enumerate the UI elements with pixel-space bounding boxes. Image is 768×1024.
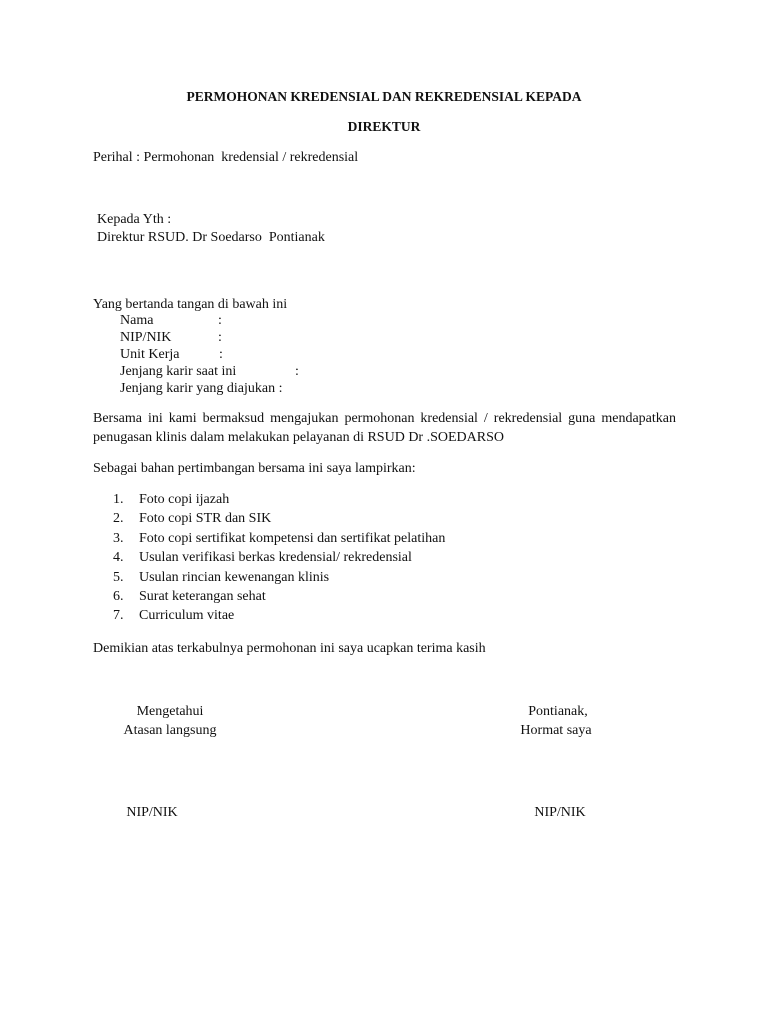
- attachments-intro: Sebagai bahan pertimbangan bersama ini saya lampirkan:: [93, 461, 416, 476]
- field-label-unit-kerja: Unit Kerja: [120, 347, 180, 362]
- list-item: [113, 568, 445, 587]
- list-item-number: 7.: [113, 608, 124, 624]
- attachments-list: [113, 490, 445, 626]
- field-label-nama: Nama: [120, 313, 154, 328]
- list-item-number: 4.: [113, 550, 124, 566]
- recipient-name: Direktur RSUD. Dr Soedarso Pontianak: [97, 230, 325, 245]
- list-item-text: Usulan verifikasi berkas kredensial/ rekredensial: [139, 550, 412, 566]
- list-item-text: Foto copi STR dan SIK: [139, 511, 272, 527]
- perihal-line: Perihal : Permohonan kredensial / rekredensial: [93, 150, 359, 165]
- document-title-line2: DIREKTUR: [347, 119, 421, 134]
- list-item-number: 3.: [113, 530, 124, 546]
- document-title-line1: PERMOHONAN KREDENSIAL DAN REKREDENSIAL KEPADA: [186, 89, 582, 104]
- list-item-number: 6.: [113, 588, 124, 604]
- field-label-nip: NIP/NIK: [120, 330, 172, 345]
- field-colon-nama: :: [218, 313, 222, 328]
- field-colon-nip: :: [218, 330, 222, 345]
- list-item-text: Foto copi sertifikat kompetensi dan sertifikat pelatihan: [139, 530, 446, 546]
- field-label-jenjang-diajukan: Jenjang karir yang diajukan :: [120, 381, 283, 396]
- closing-sentence: Demikian atas terkabulnya permohonan ini saya ucapkan terima kasih: [93, 641, 486, 656]
- list-item: [113, 606, 445, 625]
- body-paragraph: Bersama ini kami bermaksud mengajukan permohonan kredensial / rekredensial guna mendapatkan penugasan klinis dalam melakukan pelayanan di RSUD Dr .SOEDARSO: [93, 411, 676, 445]
- signature-right-line1: Pontianak,: [528, 704, 588, 719]
- list-item-number: 2.: [113, 511, 124, 527]
- list-item: [113, 509, 445, 528]
- field-label-jenjang-saat-ini: Jenjang karir saat ini: [120, 364, 237, 379]
- list-item-text: Curriculum vitae: [139, 608, 235, 624]
- identity-intro: Yang bertanda tangan di bawah ini: [93, 297, 288, 312]
- list-item-text: Usulan rincian kewenangan klinis: [139, 569, 330, 585]
- list-item: [113, 490, 445, 509]
- recipient-greeting: Kepada Yth :: [97, 212, 172, 227]
- list-item-number: 5.: [113, 569, 124, 585]
- field-colon-jenjang-saat-ini: :: [295, 364, 299, 379]
- field-colon-unit-kerja: :: [219, 347, 223, 362]
- list-item-number: 1.: [113, 492, 124, 507]
- list-item-text: Foto copi ijazah: [139, 492, 230, 507]
- signature-left-nip: NIP/NIK: [126, 805, 178, 820]
- list-item-text: Surat keterangan sehat: [139, 588, 266, 604]
- signature-left-line2: Atasan langsung: [123, 723, 217, 738]
- list-item: [113, 587, 445, 606]
- signature-left-line1: Mengetahui: [136, 704, 204, 719]
- list-item: [113, 548, 445, 567]
- signature-right-line2: Hormat saya: [520, 723, 592, 738]
- signature-right-nip: NIP/NIK: [534, 805, 586, 820]
- list-item: [113, 529, 445, 548]
